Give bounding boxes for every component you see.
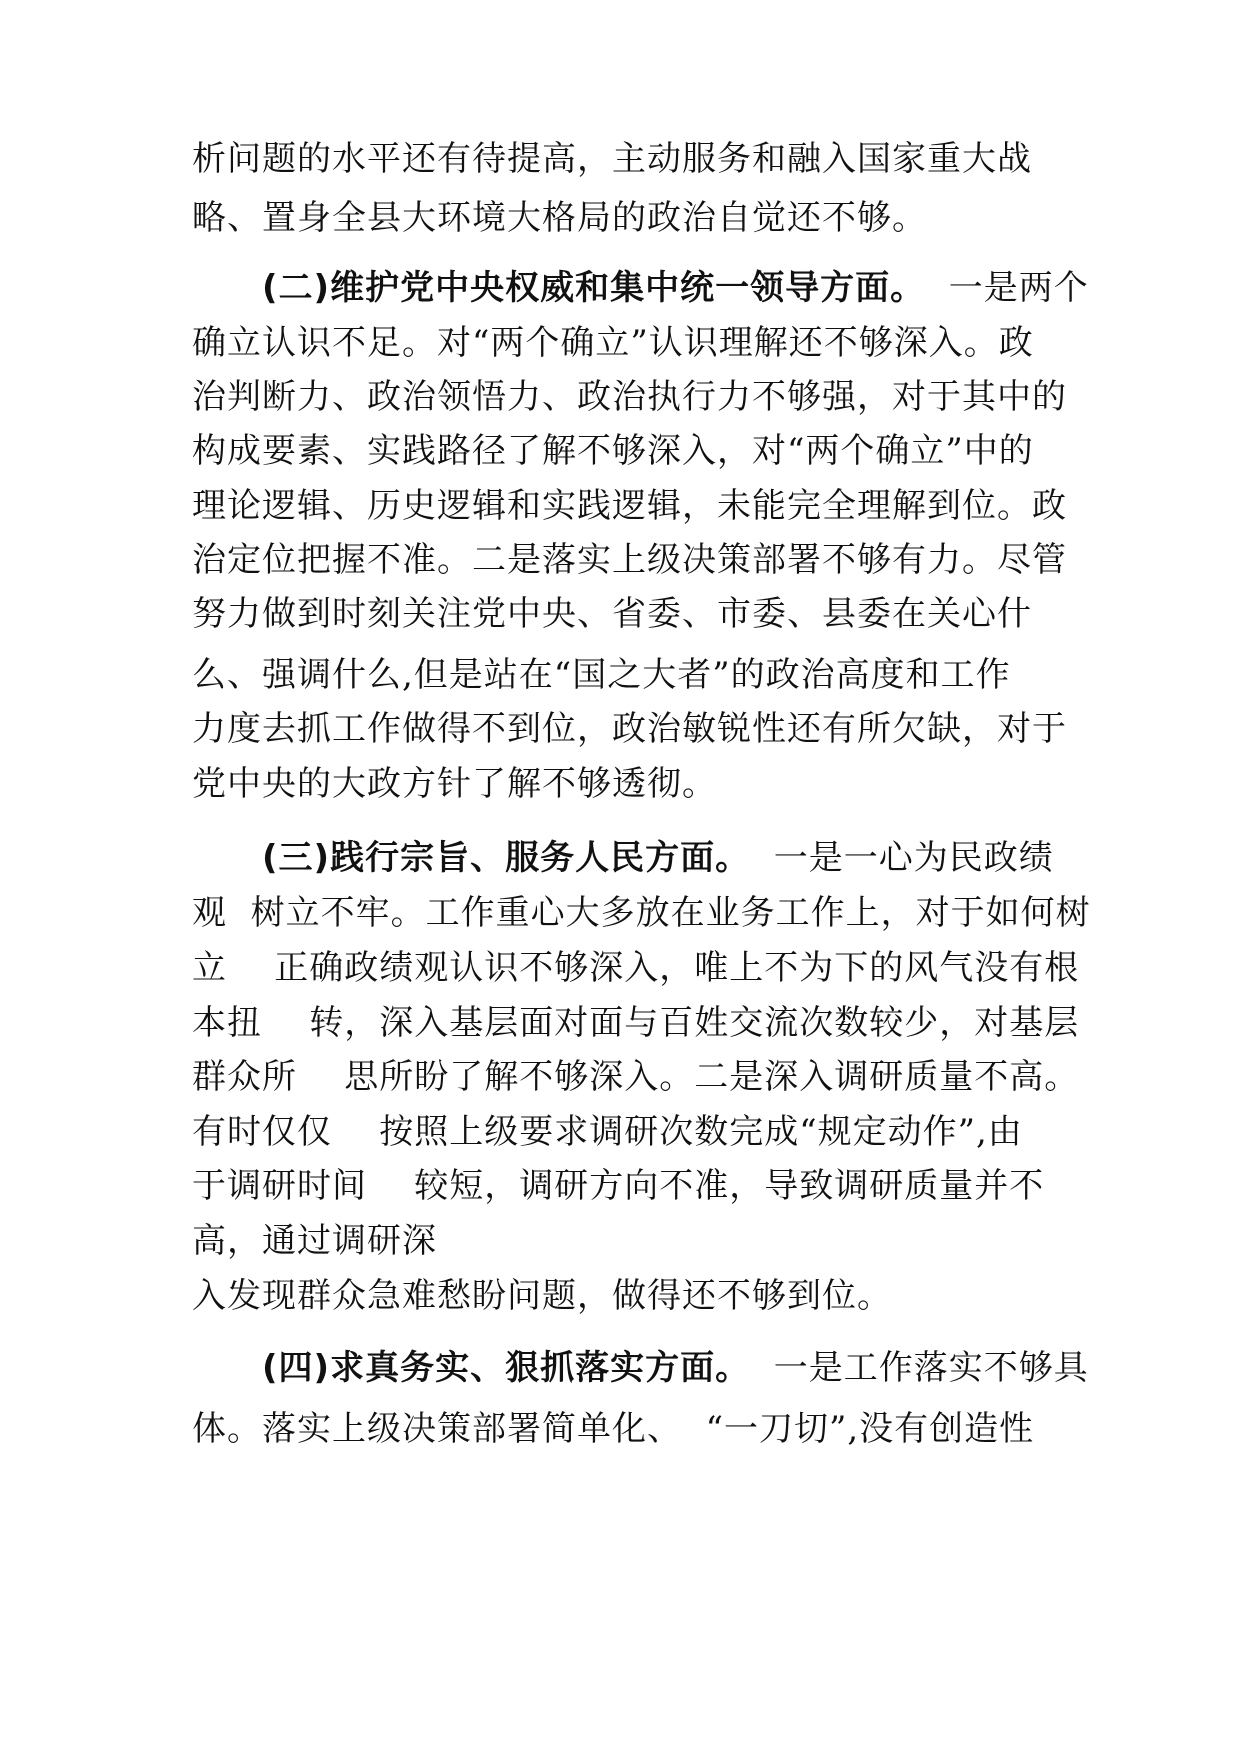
body-line: 治定位把握不准。二是落实上级决策部署不够有力。尽管 bbox=[192, 540, 1067, 580]
section-heading: (三)践行宗旨、服务人民方面。 bbox=[262, 838, 751, 878]
body-line: 于调研时间 较短，调研方向不准，导致调研质量并不 bbox=[192, 1166, 1045, 1206]
section-heading-line bbox=[262, 836, 1054, 880]
body-line: 有时仅仅 按照上级要求调研次数完成“规定动作”,由 bbox=[192, 1112, 1023, 1152]
body-line: 努力做到时刻关注党中央、省委、市委、县委在关心什 bbox=[192, 594, 1032, 634]
body-line: 立 正确政绩观认识不够深入，唯上不为下的风气没有根 bbox=[192, 948, 1080, 988]
body-line: 构成要素、实践路径了解不够深入，对“两个确立”中的 bbox=[192, 431, 1034, 471]
body-line: 确立认识不足。对“两个确立”认识理解还不够深入。政 bbox=[192, 323, 1034, 363]
body-line: 理论逻辑、历史逻辑和实践逻辑，未能完全理解到位。政 bbox=[192, 486, 1067, 526]
body-line: 党中央的大政方针了解不够透彻。 bbox=[192, 764, 717, 804]
body-line: 治判断力、政治领悟力、政治执行力不够强，对于其中的 bbox=[192, 377, 1067, 417]
body-line: 么、强调什么,但是站在“国之大者”的政治高度和工作 bbox=[192, 655, 1011, 695]
section-heading-line bbox=[262, 1346, 1089, 1390]
section-heading: (二)维护党中央权威和集中统一领导方面。 bbox=[262, 268, 926, 308]
section-heading-line bbox=[262, 266, 1089, 310]
body-line: 本扭 转，深入基层面对面与百姓交流次数较少，对基层 bbox=[192, 1003, 1080, 1043]
body-text: 一是工作落实不够具 bbox=[750, 1348, 1089, 1388]
body-line: 高，通过调研深 bbox=[192, 1221, 437, 1261]
body-line: 入发现群众急难愁盼问题，做得还不够到位。 bbox=[192, 1276, 892, 1316]
body-line: 群众所 思所盼了解不够深入。二是深入调研质量不高。 bbox=[192, 1057, 1080, 1097]
body-text: 一是一心为民政绩 bbox=[750, 838, 1054, 878]
body-line: 体。落实上级决策部署简单化、 “一刀切”,没有创造性 bbox=[192, 1409, 1035, 1449]
body-text: 一是两个 bbox=[925, 268, 1089, 308]
body-line: 力度去抓工作做得不到位，政治敏锐性还有所欠缺，对于 bbox=[192, 709, 1067, 749]
body-line: 观 树立不牢。工作重心大多放在业务工作上，对于如何树 bbox=[192, 893, 1091, 933]
body-line: 略、置身全县大环境大格局的政治自觉还不够。 bbox=[192, 198, 927, 238]
section-heading: (四)求真务实、狠抓落实方面。 bbox=[262, 1348, 751, 1388]
body-line: 析问题的水平还有待提高，主动服务和融入国家重大战 bbox=[192, 139, 1032, 179]
